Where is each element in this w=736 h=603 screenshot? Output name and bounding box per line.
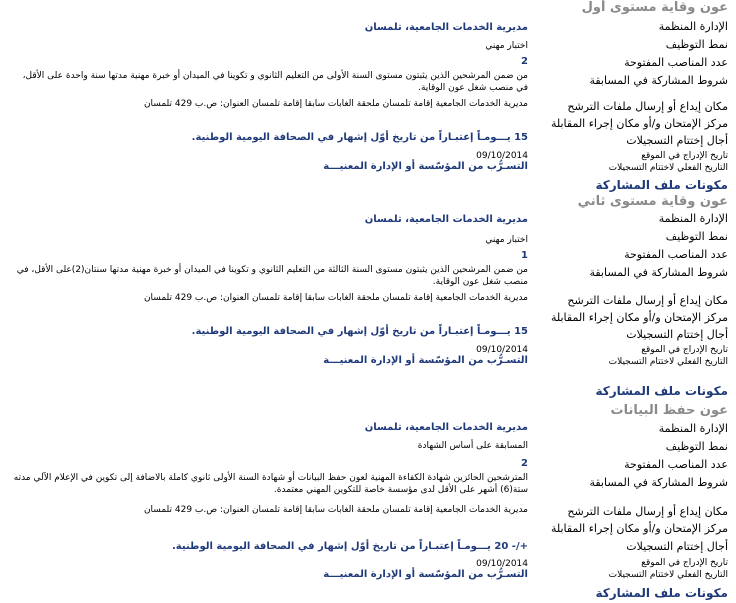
label-conditions: شروط المشاركة في المسابقة xyxy=(589,476,728,489)
section-2-date: 09/10/2014 xyxy=(476,345,528,355)
section-1-date: 09/10/2014 xyxy=(476,151,528,161)
section-1-org: مديرية الخدمات الجامعية، تلمسان xyxy=(364,22,528,33)
label-submit-place: مكان إيداع أو إرسال ملفات الترشح xyxy=(567,294,728,307)
section-3-conditions: المترشحين الحائزين شهادة الكفاءة المهنية لعون حفظ البيانات أو شهادة السنة الأولى ثانوي كاملة بالاضافة إلى تكوين في الإعلام الآلي مدته ستة(6) أشهر على الأقل لدى مؤسسة خاصة للتكوين المهني معتمدة. xyxy=(13,473,528,495)
label-positions: عدد المناصب المفتوحة xyxy=(624,248,728,261)
section-1-positions: 2 xyxy=(521,56,528,67)
section-2-deadline: 15 يـــومـاً إعتبـاراً من تاريخ أوّل إشهار في الصحافة اليومية الوطنية. xyxy=(191,326,528,337)
section-1-link[interactable]: التسـرُّب من المؤسّسة أو الإدارة المعنيـــة xyxy=(323,161,528,172)
label-recruit-type: نمط التوظيف xyxy=(665,38,728,51)
label-posting-date: تاريخ الإدراج في الموقع xyxy=(641,151,728,161)
section-2-org: مديرية الخدمات الجامعية، تلمسان xyxy=(364,214,528,225)
label-submit-place: مكان إيداع أو إرسال ملفات الترشح xyxy=(567,505,728,518)
label-exam-center: مركز الإمتحان و/أو مكان إجراء المقابلة xyxy=(550,522,728,535)
section-3-date: 09/10/2014 xyxy=(476,559,528,569)
label-positions: عدد المناصب المفتوحة xyxy=(624,56,728,69)
label-recruit-type: نمط التوظيف xyxy=(665,440,728,453)
label-positions: عدد المناصب المفتوحة xyxy=(624,458,728,471)
label-deadline: أجال إختتام التسجيلات xyxy=(626,134,728,147)
label-actual-close: التاريخ الفعلي لاختتام التسجيلات xyxy=(608,357,728,367)
label-org: الإدارة المنظمة xyxy=(658,212,728,225)
section-2-conditions: من ضمن المرشحين الذين يثبتون مستوى السنة الثالثة من التعليم الثانوي و تكوينا في الميدان أو خبرة مهنية مدتها سنتان(2)على الأقل، في منصب شغل عون الوقاية. xyxy=(16,265,528,287)
section-2-positions: 1 xyxy=(521,250,528,261)
section-1-deadline: 15 يـــومـاً إعتبـاراً من تاريخ أوّل إشهار في الصحافة اليومية الوطنية. xyxy=(191,132,528,143)
section-3-positions: 2 xyxy=(521,458,528,469)
section-3-address: مديرية الخدمات الجامعية إقامة تلمسان ملحقة الغابات سابقا إقامة تلمسان العنوان: ص.ب 429 تلمسان xyxy=(143,505,528,515)
section-3-org: مديرية الخدمات الجامعية، تلمسان xyxy=(364,422,528,433)
label-submit-place: مكان إيداع أو إرسال ملفات الترشح xyxy=(567,100,728,113)
section-1-title: عون وقاية مستوى أول xyxy=(581,0,728,15)
label-org: الإدارة المنظمة xyxy=(658,20,728,33)
section-3-recruit-type: المسابقة على أساس الشهادة xyxy=(417,441,528,451)
section-3-link[interactable]: التسـرُّب من المؤسّسة أو الإدارة المعنيـــة xyxy=(323,569,528,580)
section-2-address: مديرية الخدمات الجامعية إقامة تلمسان ملحقة الغابات سابقا إقامة تلمسان العنوان: ص.ب 429 تلمسان xyxy=(143,293,528,303)
section-3-title: عون حفظ البيانات xyxy=(610,403,728,418)
label-posting-date: تاريخ الإدراج في الموقع xyxy=(641,558,728,568)
label-exam-center: مركز الإمتحان و/أو مكان إجراء المقابلة xyxy=(550,117,728,130)
label-posting-date: تاريخ الإدراج في الموقع xyxy=(641,345,728,355)
label-exam-center: مركز الإمتحان و/أو مكان إجراء المقابلة xyxy=(550,311,728,324)
section-3-components: مكونات ملف المشاركة xyxy=(595,586,728,600)
label-conditions: شروط المشاركة في المسابقة xyxy=(589,74,728,87)
label-deadline: أجال إختتام التسجيلات xyxy=(626,328,728,341)
section-1-components: مكونات ملف المشاركة xyxy=(595,178,728,192)
section-2-link[interactable]: التسـرُّب من المؤسّسة أو الإدارة المعنيـــة xyxy=(323,355,528,366)
label-conditions: شروط المشاركة في المسابقة xyxy=(589,266,728,279)
section-3-deadline: +/- 20 يـــومـاً إعتبـاراً من تاريخ أوّل إشهار في الصحافة اليومية الوطنية. xyxy=(172,541,528,552)
section-1-recruit-type: اختبار مهني xyxy=(485,41,528,51)
section-2-recruit-type: اختبار مهني xyxy=(485,235,528,245)
section-2-title: عون وقاية مستوى ثاني xyxy=(577,194,728,209)
label-actual-close: التاريخ الفعلي لاختتام التسجيلات xyxy=(608,163,728,173)
section-1-conditions: من ضمن المرشحين الذين يثبتون مستوى السنة الأولى من التعليم الثانوي و تكوينا في الميدان أو خبرة مهنية مدتها سنة واحدة على الأقل، في منصب شغل عون الوقاية. xyxy=(22,71,528,93)
label-actual-close: التاريخ الفعلي لاختتام التسجيلات xyxy=(608,570,728,580)
section-2-components: مكونات ملف المشاركة xyxy=(595,384,728,398)
label-recruit-type: نمط التوظيف xyxy=(665,230,728,243)
label-deadline: أجال إختتام التسجيلات xyxy=(626,540,728,553)
section-1-address: مديرية الخدمات الجامعية إقامة تلمسان ملحقة الغابات سابقا إقامة تلمسان العنوان: ص.ب 429 تلمسان xyxy=(143,99,528,109)
label-org: الإدارة المنظمة xyxy=(658,422,728,435)
